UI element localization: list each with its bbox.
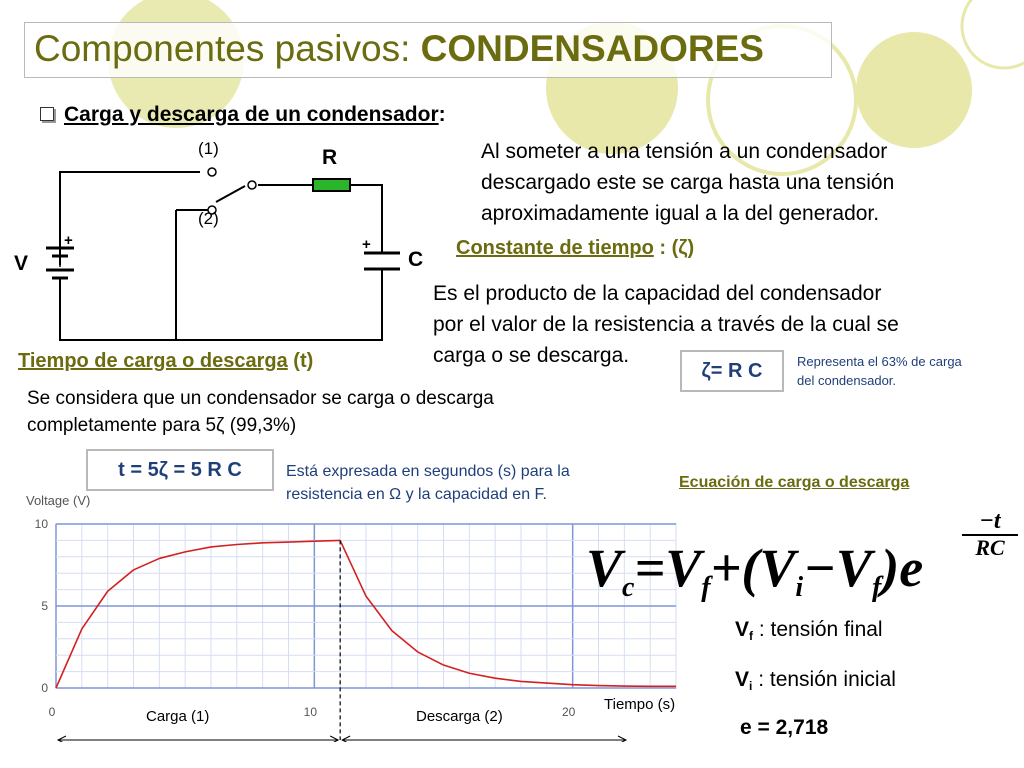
definition-vi: $V_i$ : tensión inicial <box>735 668 896 693</box>
units-text: Está expresada en segundos (s) para la resistencia en Ω y la capacidad en F. <box>286 463 570 503</box>
x-tick-label: 0 <box>48 705 56 719</box>
capacitor-plus: + <box>362 236 371 253</box>
resistor-label: R <box>322 146 338 169</box>
y-tick-label: 0 <box>41 681 48 695</box>
t-formula-box: t = 5ζ = 5 R C <box>86 449 274 491</box>
x-tick-label: 20 <box>561 705 576 719</box>
time-constant-heading: Constante de tiempo : (ζ) <box>456 237 695 259</box>
y-tick-label: 10 <box>34 517 48 531</box>
equation-heading: Ecuación de carga o descarga <box>679 474 910 491</box>
chart-xlabel: Tiempo (s) <box>604 696 676 713</box>
source-plus: + <box>64 232 73 249</box>
intro-text: Al someter a una tensión a un condensador descargado este se carga hasta una tensión aproximadamente igual a la del generador. <box>481 140 895 225</box>
bullet-heading: Carga y descarga de un condensador: <box>40 103 446 127</box>
page-title: Componentes pasivos: CONDENSADORES <box>34 28 764 69</box>
chart-ylabel: Voltage (V) <box>26 493 91 508</box>
y-tick-label: 5 <box>41 599 48 613</box>
charge-equation: $V_c=Vf+(Vi-Vf)e$ <box>586 538 924 603</box>
voltage-chart <box>22 490 682 742</box>
arrow-head <box>342 736 350 742</box>
checkbox-bullet-icon <box>40 107 54 121</box>
capacitor-label: C <box>408 248 424 271</box>
definition-vf: $V_f$ : tensión final <box>735 618 883 643</box>
x-tick-label: 10 <box>303 705 318 719</box>
resistor <box>313 179 350 191</box>
tau-formula-box: ζ= R C <box>680 350 784 392</box>
bg-circle <box>856 32 972 148</box>
carga-label: Carga (1) <box>146 708 210 725</box>
definition-e: e = 2,718 <box>740 716 829 739</box>
switch-contact <box>208 168 216 176</box>
five-tau-text: Se considera que un condensador se carga o descarga completamente para 5ζ (99,3%) <box>27 388 494 436</box>
arrow-head <box>330 736 338 742</box>
descarga-label: Descarga (2) <box>416 708 503 725</box>
switch-contact <box>248 181 256 189</box>
arrow-head <box>618 736 626 742</box>
bg-circle <box>962 0 1024 68</box>
source-label: V <box>14 252 29 275</box>
switch-blade <box>216 186 245 202</box>
switch-position-1: (1) <box>198 139 219 158</box>
wire <box>60 172 200 265</box>
charge-time-heading: Tiempo de carga o descarga (t) <box>18 350 314 372</box>
equation-exponent: −t RC <box>962 508 1018 560</box>
arrow-head <box>58 736 66 742</box>
switch-position-2: (2) <box>198 209 219 228</box>
wire <box>60 270 382 340</box>
note-63: Representa el 63% de carga del condensador. <box>797 354 962 388</box>
definition-text: Es el producto de la capacidad del condensador por el valor de la resistencia a través de la cual se carga o se descarga. <box>433 282 899 367</box>
